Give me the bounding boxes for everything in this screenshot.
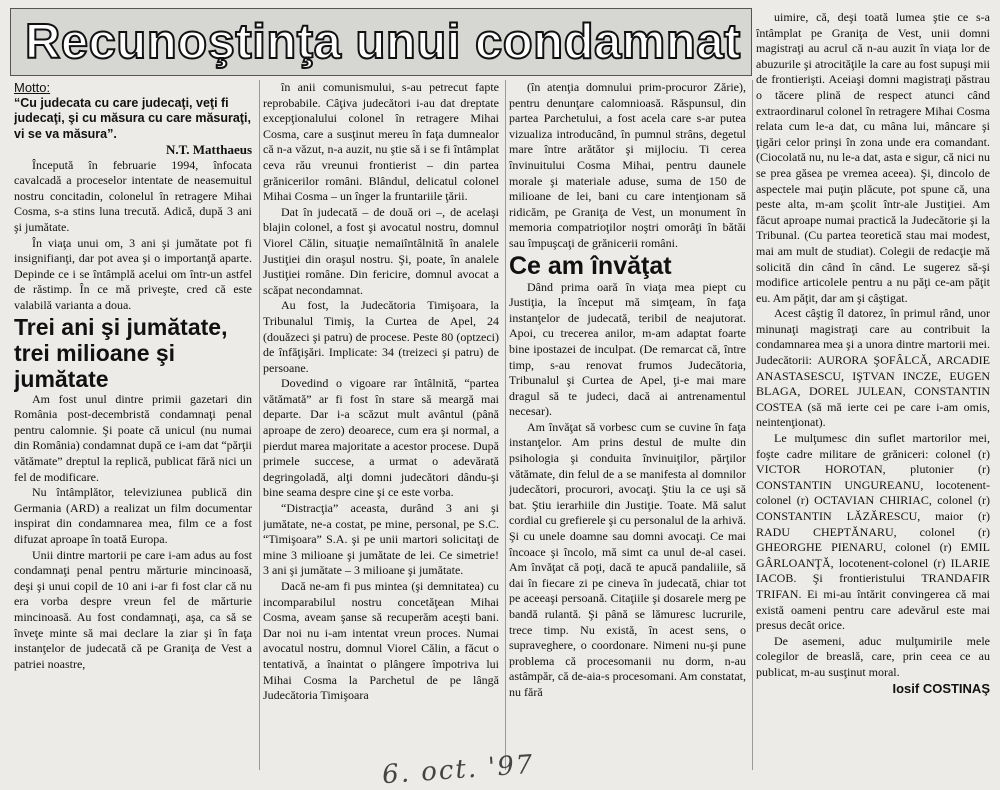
author-signature: Iosif COSTINAŞ [892,680,990,696]
paragraph: Acest câştig îl datorez, în primul rând, unor minunaţi magistraţi care au contribuit la condamnarea mea şi a unora dintre martorii mei. Judecătorii: AURORA ŞOFÂLCĂ, ARCADIE ANASTASESCU, IŞTVAN INCZE, EUGEN BLAGA, DOREL JULEAN, CONSTANTIN COSTEA (să mă ierte cei pe care i-am omis, neintenţionat). [756,306,990,430]
section-heading: Ce am învăţat [509,251,672,280]
paragraph: Au fost, la Judecătoria Timişoara, la Tribunalul Timiş, la Curtea de Apel, 24 (douăzeci şi patru) de procese. Peste 80 (optzeci) de înfăţişări. Implicate: 34 (treizeci şi patru) de persoane. [263,298,499,375]
paragraph: Dat în judecată – de două ori –, de acelaşi blajin colonel, a fost şi avocatul nostru, domnul Viorel Călin, situaţie nemaiîntâlnită în analele Justiţiei din oraşul nostru. Şi, poate, în analele Justiţiei române. Din fericire, domnul avocat a scăpat necondamnat. [263,204,499,297]
paragraph: Dacă ne-am fi pus mintea (şi demnitatea) cu incomparabilul nostru concetăţean Mihai Cosma, aveam şanse să recuperăm aceşti bani. Dar noi nu i-am intentat vreun proces. Numai avocatul nostru, domnul Viorel Călin, a făcut o tentativă, a înaintat o plângere împotriva lui Mihai Cosma la Parchetul de pe lângă Judecătoria Timişoara [263,579,499,703]
paragraph: uimire, că, deşi toată lumea ştie ce s-a întâmplat pe Graniţa de Vest, unii domni magistraţi au acrul că n-au auzit în viaţa lor de abuzurile şi atrocităţile la care au fost supuşi mii de frontierişti. Aceiaşi domni magistraţi păstrau o tăcere plină de respect atunci când extraordinarul colonel în retragere Mihai Cosma relata cum le-a dat, cu mâna lui, mâncare şi ţigări celor prinşi în zona unde era comandant. (Ciocolată nu, nu le-a dat, asta e sigur, că nici nu se prea găsea pe vremea aceea). Şi, dincolo de aspectele mai puţin plăcute, pot spune că, una peste alta, m-am şcolit într-ale Justiţiei. Am făcut aproape numai practică la Judecătorie şi la Tribunal. (Cu partea teoretică stau mai modest, mai am mult de studiat). Colegii de redacţie mă solicită din când în când. Le sugerez să-şi modifice articolele pentru a nu păţi ce-am păţit eu. Am păţit, dar am şi câştigat. [756,10,990,305]
paragraph: Am învăţat să vorbesc cum se cuvine în faţa instanţelor. Am prins destul de multe din psihologia şi conduita învinuiţilor, părţilor vătămate, din felul de a se manifesta al domnilor judecători, procurori, avocaţi. Ştiu la ce uşi să bat. Ştiu ierarhiile din Justiţie. Toate. Mă salut cordial cu grefierele şi cu personalul de la arhivă. Şi cu unele doamne sau domni avocaţi. Ce mai încoace şi încolo, mă simt ca unul de-al casei. Am învăţat că poţi, dacă te apucă pandaliile, să dai în fiecare zi pe cineva în judecată, chiar tot pe aceeaşi persoană. Citaţiile şi dosarele merg pe bandă rulantă. Şi până se lămuresc lucrurile, trece timp. Nu există, în acest sens, o supraveghere, o coordonare. Nimeni nu-şi pune problema că procesomanii nu dorm, n-au astâmpăr, că de-aia-s procesomani. Am constatat, nu fără [509,419,746,699]
column-divider [259,80,260,770]
paragraph: Unii dintre martorii pe care i-am adus au fost condamnaţi penal pentru mărturie mincinoasă, deşi şi unui copil de 10 ani i-ar fi fost clar că nu era vorba despre vreun fel de mărturie mincinoasă. Au fost condamnaţi, aşa, ca să se înveţe minte să mai declare la ziar şi în faţa instanţelor de judecată că pe Graniţa de Vest a patriei noastre, [14,547,252,671]
paragraph: în anii comunismului, s-au petrecut fapte reprobabile. Câţiva judecători i-au dat dreptate excepţionalului colonel în retragere Mihai Cosma, care a susţinut mereu în faţa dumnealor că n-a văzut, n-a auzit, nu ştie să i se fi întâmplat ceva rău vreunui frontierist – din partea grănicerilor români. Blândul, delicatul colonel Mihai Cosma – un înger la fruntariile ţării. [263,80,499,204]
motto-label: Motto: [14,80,51,95]
handwritten-date: 6. oct. '97 [381,749,536,790]
article-column-3 [509,80,746,735]
paragraph: (în atenţia domnului prim-procuror Zărie), pentru denunţare calomnioasă. Răspunsul, din partea Parchetului, a fost acela care s-ar putea vizualiza introducând, în pumnul strâns, degetul mare între arătător şi mijlociu. Ti cerea învinuitului Cosma Mihai, pentru daunele morale şi materiale aduse, suma de 150 de milioane de lei, bani cu care intenţionam să ridicăm, pe Graniţa de Vest, un monument în memoria compatrioţilor noştri omorâţi în bătăi sau împuşcaţi de grănicerii români. [509,80,746,250]
paragraph: Dovedind o vigoare rar întâlnită, “partea vătămată” ar fi fost în stare să meargă mai departe. Dar i-a scăzut mult avântul (până aproape de zero) deoarece, cum era şi normal, a pierdut marea majoritate a acestor procese. După primele succese, a urmat o adevărată degringoladă, alţi domni judecători dându-şi bine seama despre cine şi ce este vorba. [263,376,499,500]
paragraph: Le mulţumesc din suflet martorilor mei, foşte cadre militare de grăniceri: colonel (r) VICTOR HOROTAN, plutonier (r) CONSTANTIN UNGUREANU, locotenent-colonel (r) OCTAVIAN CHIRIAC, colonel (r) CONSTANTIN LĂZĂRESCU, maior (r) RADU CHEPTĂNARU, colonel (r) GHEORGHE PIENARU, colonel (r) EMIL GÂRLOANŢĂ, locotenent-colonel (r) ILARIE IACOB. Şi frontieristului TRANDAFIR TRIFAN. Ei mi-au întărit convingerea că mai există oameni pentru care adevărul este mai presus decât orice. [756,431,990,633]
headline-banner [10,8,752,76]
article-column-2 [263,80,499,730]
paragraph: Am fost unul dintre primii gazetari din România post-decembristă condamnaţi penal pentru calomnie. Şi poate că unicul (nu numai din România) condamnat după ce i-am dat “părţii vătămate” dreptul la replică, publicat fără nici un fel de modificare. [14,391,252,484]
column-divider [505,80,506,770]
headline-title: Recunoştinţa unui condamnat [25,15,741,69]
paragraph: În viaţa unui om, 3 ani şi jumătate pot fi insignifianţi, dar pot avea şi o importanţă aparte. Depinde ce i se întâmplă acelui om într-un astfel de răstimp. În ce mă priveşte, cred că este valabilă varianta a doua. [14,235,252,313]
motto-author: N.T. Matthaeus [165,142,252,158]
motto-quote: “Cu judecata cu care judecaţi, veţi fi judecaţi, şi cu măsura cu care măsuraţi, vi se va măsura”. [14,95,251,141]
article-column-1 [14,80,252,780]
paragraph: Dând prima oară în viaţa mea piept cu Justiţia, la început mă simţeam, în faţa instanţelor de judecată, teribil de neajutorat. Apoi, cu trecerea anilor, m-am adaptat foarte bine ipostazei de inculpat. (De remarcat că, între timp, s-au renovat frumos Judecătoria, Tribunalul şi Curtea de Apel, ţi-e mai mare dragul să te judeci, dacă ai antrenamentul necesar). [509,279,746,419]
paragraph: “Distracţia” aceasta, durând 3 ani şi jumătate, ne-a costat, pe mine, personal, pe S.C. “Timişoara” S.A. şi pe unii martori solicitaţi de mine 3 milioane şi jumătate de lei. Ce simetrie! 3 ani şi jumătate – 3 milioane şi jumătate. [263,501,499,578]
paragraph: Nu întâmplător, televiziunea publică din Germania (ARD) a realizat un film documentar inspirat din condamnarea mea, film ce a fost difuzat aproape în toată Europa. [14,485,252,546]
paragraph: De asemeni, aduc mulţumirile mele colegilor de breaslă, care, prin ceea ce au publicat, m-au susţinut moral. [756,633,990,679]
column-divider [752,80,753,770]
section-heading: Trei ani şi jumătate, trei milioane şi jumătate [14,313,228,392]
article-column-4 [756,10,990,770]
paragraph: Începută în februarie 1994, înfocata cavalcadă a proceselor intentate de neasemuitul nostru concitadin, colonelul în retragere Mihai Cosma, s-a stins luna trecută. Adică, după 3 ani şi jumătate. [14,157,252,235]
